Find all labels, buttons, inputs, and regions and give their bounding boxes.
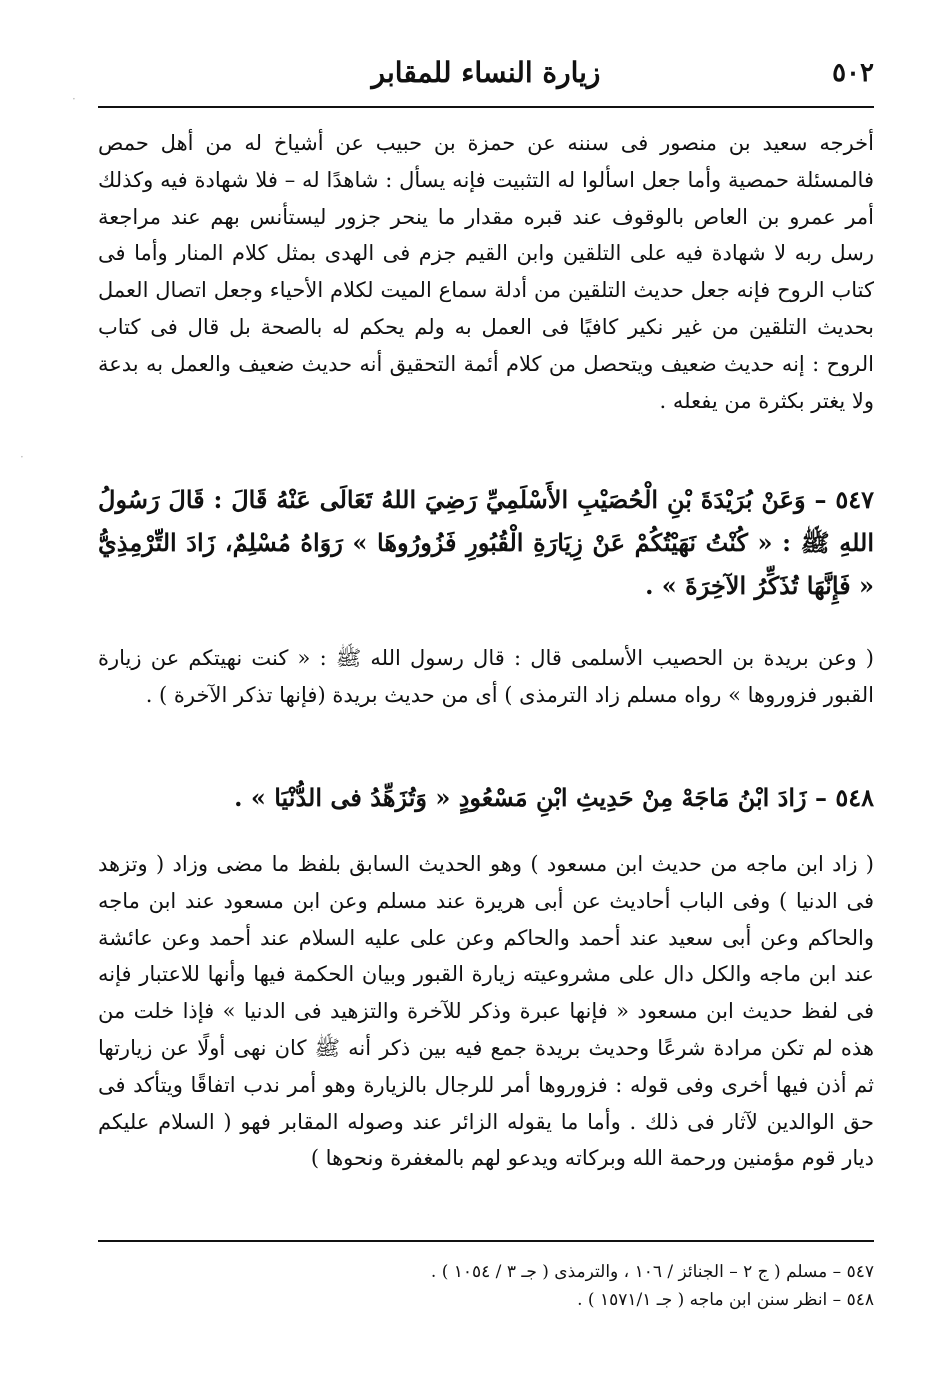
page-header (98, 52, 874, 96)
footnote-547: ٥٤٧ – مسلم ( ج ٢ – الجنائز / ١٠٦ ، والترمذى ( جـ ٣ / ١٠٥٤ ) . (430, 1262, 874, 1282)
explanation-547 (98, 640, 874, 714)
running-title: زيارة النساء للمقابر (371, 56, 601, 89)
hadith-547-text: ٥٤٧ – وَعَنْ بُرَيْدَةَ بْنِ الْحُصَيْبِ الأَسْلَمِيِّ رَضِيَ اللهُ تَعَالَى عَنْهُ قَالَ : قَالَ رَسُولُ اللهِ ﷺ : « كُنْتُ نَهَيْتُكُمْ عَنْ زِيَارَةِ الْقُبُورِ فَزُورُوهَا » رَوَاهُ مُسْلِمٌ، زَادَ التِّرْمِذِيُّ « فَإِنَّهَا تُذَكِّرُ الآخِرَةَ » . (98, 485, 874, 600)
footnote-rule (98, 1240, 874, 1242)
explanation-547-text: ( وعن بريدة بن الحصيب الأسلمى قال : قال رسول الله ﷺ : « كنت نهيتكم عن زيارة القبور فزوروها » رواه مسلم زاد الترمذى ) أى من حديث بريدة (فإنها تذكر الآخرة ) . (98, 646, 874, 707)
hadith-548-text: ٥٤٨ – زَادَ ابْنُ مَاجَهْ مِنْ حَدِيثِ ابْنِ مَسْعُودٍ « وَتُزَهِّدُ فى الدُّنْيَا » . (234, 783, 874, 812)
page-number: ٥٠٢ (832, 58, 874, 88)
scan-speck: · (20, 450, 24, 464)
header-rule (98, 106, 874, 108)
scan-speck: · (72, 92, 76, 106)
hadith-548 (98, 776, 874, 819)
explanation-548 (98, 846, 874, 1177)
footnotes (98, 1258, 874, 1314)
commentary-paragraph (98, 125, 874, 419)
commentary-text: أخرجه سعيد بن منصور فى سننه عن حمزة بن حبيب عن أشياخ له من أهل حمص فالمسئلة حمصية وأما جعل اسألوا له التثبيت فإنه يسأل : شاهدًا له – فلا شهادة فيه وكذلك أمر عمرو بن العاص بالوقوف عند قبره مقدار ما ينحر جزور ليستأنس بهم عند مراجعة رسل ربه لا شهادة فيه على التلقين وابن القيم جزم فى الهدى بمثل كلام المنار وأما فى كتاب الروح فإنه جعل حديث التلقين من أدلة سماع الميت لكلام الأحياء وجعل اتصال العمل بحديث التلقين من غير نكير كافيًا فى العمل به ولم يحكم له بالصحة بل قال فى كتاب الروح : إنه حديث ضعيف ويتحصل من كلام أئمة التحقيق أنه حديث ضعيف والعمل به بدعة ولا يغتر بكثرة من يفعله . (98, 131, 874, 413)
footnote-548: ٥٤٨ – انظر سنن ابن ماجه ( جـ ١٥٧١/١ ) . (577, 1290, 874, 1310)
hadith-547 (98, 478, 874, 607)
explanation-548-text: ( زاد ابن ماجه من حديث ابن مسعود ) وهو الحديث السابق بلفظ ما مضى وزاد ( وتزهد فى الدنيا ) وفى الباب أحاديث عن أبى هريرة عند مسلم وعن ابن مسعود عند ابن ماجه والحاكم وعن أبى سعيد عند أحمد والحاكم وعن على عليه السلام عند أحمد وعن عائشة عند ابن ماجه والكل دال على مشروعيته زيارة القبور وبيان الحكمة فيها وأنها للاعتبار فإنه فى لفظ حديث ابن مسعود « فإنها عبرة وذكر للآخرة والتزهيد فى الدنيا » فإذا خلت من هذه لم تكن مرادة شرعًا وحديث بريدة جمع فيه بين ذكر أنه ﷺ كان نهى أولًا عن زيارتها ثم أذن فيها أخرى وفى قوله : فزوروها أمر للرجال بالزيارة وهو أمر ندب اتفاقًا ويتأكد فى حق الوالدين لآثار فى ذلك . وأما ما يقوله الزائر عند وصوله المقابر فهو ( السلام عليكم ديار قوم مؤمنين ورحمة الله وبركاته ويدعو لهم بالمغفرة ونحوها ) (98, 852, 875, 1171)
